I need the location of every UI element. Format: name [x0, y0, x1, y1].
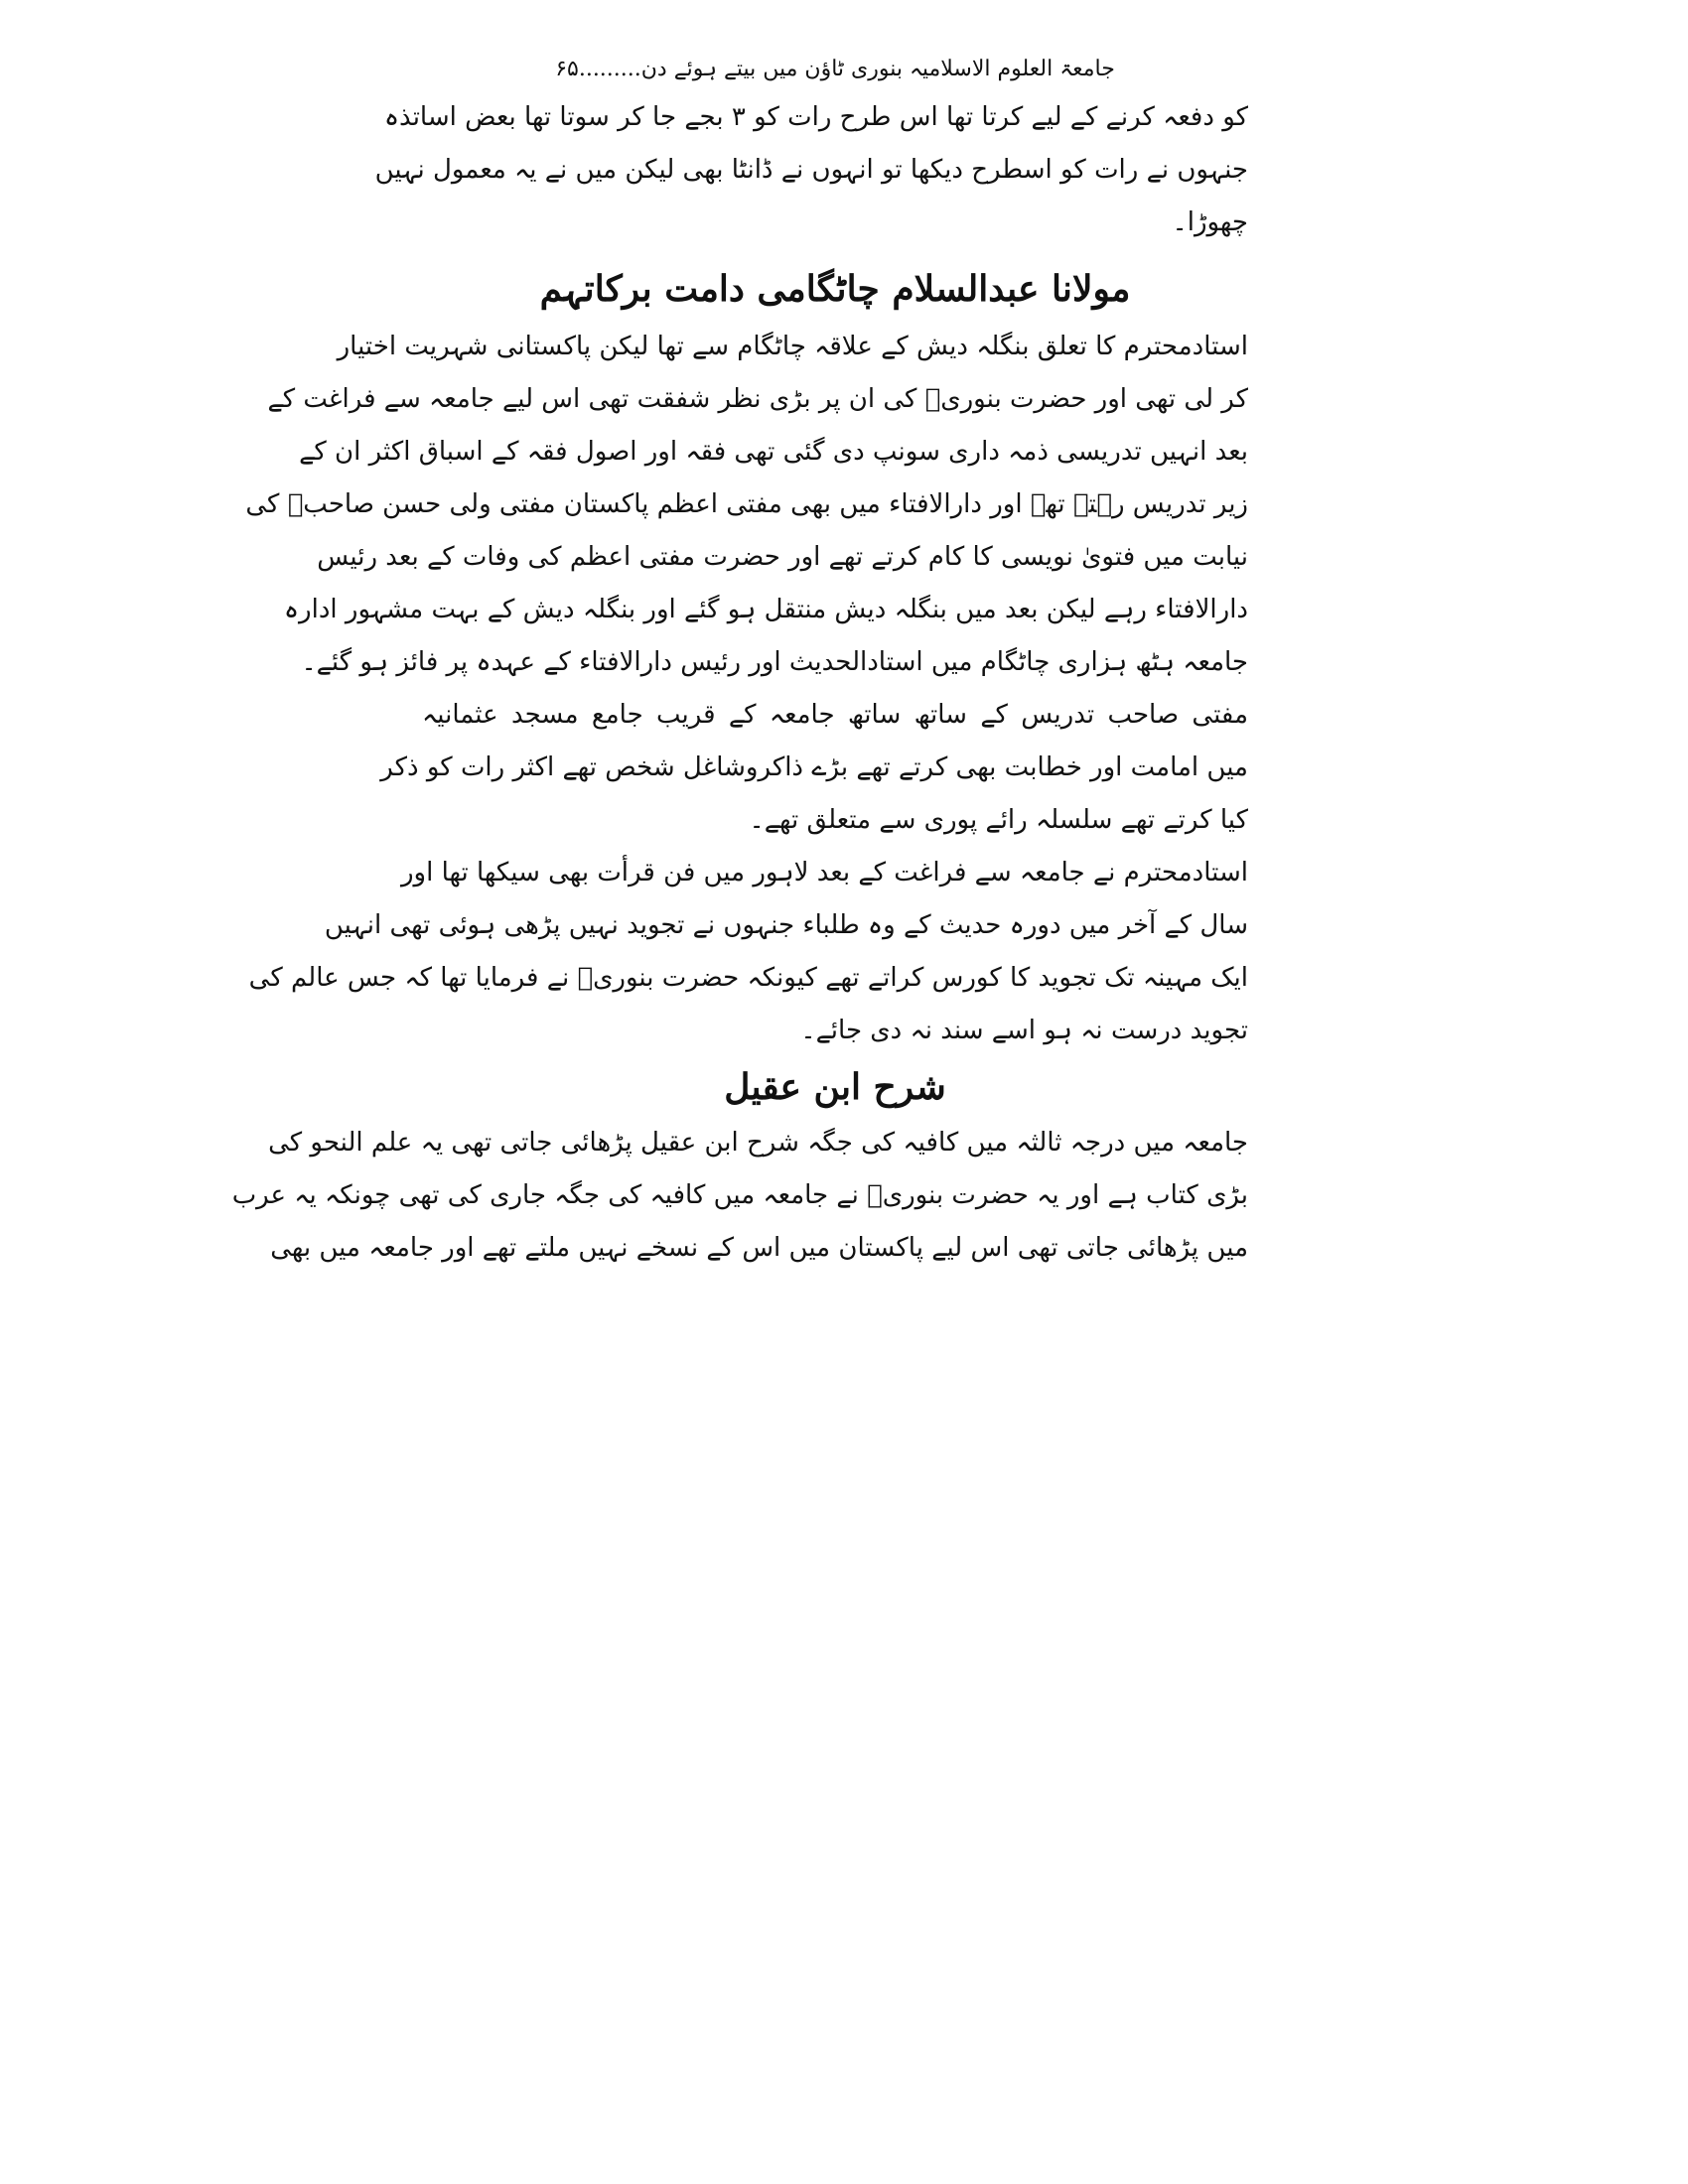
- text-line: تجوید درست نہ ہو اسے سند نہ دی جائے۔: [800, 1016, 1248, 1045]
- text-line: دارالافتاء رہے لیکن بعد میں بنگلہ دیش منتقل ہو گئے اور بنگلہ دیش کے بہت مشہور ادارہ: [283, 595, 1248, 624]
- section-body: [231, 1117, 1248, 1275]
- text-line: جامعہ ہٹھ ہزاری چاٹگام میں استادالحدیث اور رئیس دارالافتاء کے عہدہ پر فائز ہو گئے۔: [301, 647, 1248, 677]
- text-line: جنہوں نے رات کو اسطرح دیکھا تو انہوں نے ڈانٹا بھی لیکن میں نے یہ معمول نہیں: [374, 155, 1248, 185]
- running-head: جامعۃ العلوم الاسلامیہ بنوری ٹاؤن میں بیتے ہوئے دن.........۶۵: [555, 57, 1115, 81]
- section-heading: شرح ابن عقیل: [724, 1066, 946, 1108]
- text-line: بڑی کتاب ہے اور یہ حضرت بنوریؒ نے جامعہ میں کافیہ کی جگہ جاری کی تھی چونکہ یہ عرب: [231, 1180, 1248, 1210]
- text-line: کیا کرتے تھے سلسلہ رائے پوری سے متعلق تھے۔: [749, 805, 1248, 835]
- text-column: [231, 52, 1248, 1275]
- text-line: ایک مہینہ تک تجوید کا کورس کراتے تھے کیونکہ حضرت بنوریؒ نے فرمایا تھا کہ جس عالم کی: [248, 963, 1248, 993]
- text-line: استادمحترم نے جامعہ سے فراغت کے بعد لاہور میں فن قرأت بھی سیکھا تھا اور: [401, 858, 1248, 887]
- text-line: بعد انہیں تدریسی ذمہ داری سونپ دی گئی تھی فقہ اور اصول فقہ کے اسباق اکثر ان کے: [299, 437, 1248, 467]
- section-body: [245, 321, 1248, 1057]
- text-line: نیابت میں فتویٰ نویسی کا کام کرتے تھے اور حضرت مفتی اعظم کی وفات کے بعد رئیس: [317, 542, 1248, 572]
- text-line: مفتی صاحب تدریس کے ساتھ ساتھ جامعہ کے قریب جامع مسجد عثمانیہ: [422, 700, 1248, 730]
- text-line: سال کے آخر میں دورہ حدیث کے وہ طلباء جنہوں نے تجوید نہیں پڑھی ہوئی تھی انہیں: [324, 910, 1248, 940]
- text-line: زیر تدریس رہتے تھے اور دارالافتاء میں بھی مفتی اعظم پاکستان مفتی ولی حسن صاحبؒ کی: [245, 489, 1248, 519]
- text-line: چھوڑا۔: [1172, 207, 1248, 237]
- text-line: جامعہ میں درجہ ثالثہ میں کافیہ کی جگہ شرح ابن عقیل پڑھائی جاتی تھی یہ علم النحو کی: [268, 1128, 1248, 1158]
- text-line: کر لی تھی اور حضرت بنوریؒ کی ان پر بڑی نظر شفقت تھی اس لیے جامعہ سے فراغت کے: [267, 384, 1248, 414]
- text-line: کو دفعہ کرنے کے لیے کرتا تھا اس طرح رات کو ۳ بجے جا کر سوتا تھا بعض اساتذہ: [383, 102, 1248, 132]
- section-heading: مولانا عبدالسلام چاٹگامی دامت برکاتہم: [539, 268, 1131, 310]
- text-line: میں امامت اور خطابت بھی کرتے تھے بڑے ذاکروشاغل شخص تھے اکثر رات کو ذکر: [380, 752, 1248, 782]
- text-line: میں پڑھائی جاتی تھی اس لیے پاکستان میں اس کے نسخے نہیں ملتے تھے اور جامعہ میں بھی: [270, 1233, 1248, 1263]
- intro-paragraph: [374, 91, 1248, 249]
- text-line: استادمحترم کا تعلق بنگلہ دیش کے علاقہ چاٹگام سے تھا لیکن پاکستانی شہریت اختیار: [337, 332, 1248, 361]
